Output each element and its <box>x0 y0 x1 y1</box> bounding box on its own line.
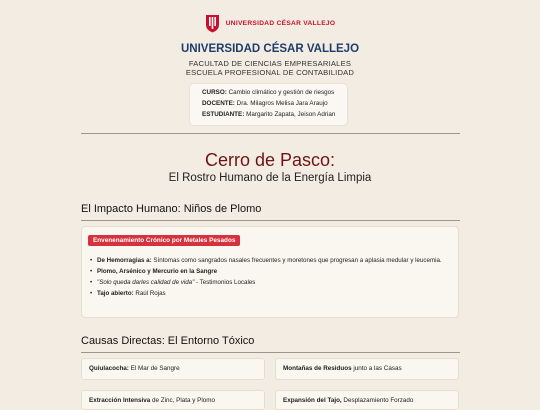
cause-card-bold: Extracción Intensiva <box>89 397 151 404</box>
header-divider <box>81 133 460 134</box>
student-value: Margarito Zapata, Jeison Adrian <box>246 111 336 118</box>
impact-card <box>81 226 459 318</box>
faculty-name: FACULTAD DE CIENCIAS EMPRESARIALES <box>188 59 352 68</box>
section-divider <box>81 220 460 221</box>
cause-card-bold: Expansión del Tajo, <box>283 397 342 404</box>
cause-card-text: El Mar de Sangre <box>128 365 180 372</box>
cause-card-bold: Quiulacocha: <box>89 365 129 372</box>
section-heading-impact: El Impacto Humano: Niños de Plomo <box>81 203 262 215</box>
cause-card-text: Desplazamiento Forzado <box>341 397 414 404</box>
course-label: CURSO: <box>202 89 227 96</box>
list-item-text: - Testimonios Locales <box>194 279 256 286</box>
school-name: ESCUELA PROFESIONAL DE CONTABILIDAD <box>185 68 355 77</box>
student-label: ESTUDIANTE: <box>202 111 245 118</box>
logo-text: UNIVERSIDAD CÉSAR VALLEJO <box>225 20 336 27</box>
university-shield-icon <box>205 14 220 33</box>
list-item <box>90 279 450 287</box>
course-line <box>202 89 334 96</box>
subtitle: El Rostro Humano de la Energía Limpia <box>168 172 372 184</box>
main-title: Cerro de Pasco: <box>204 150 336 170</box>
student-line <box>202 111 335 118</box>
teacher-line <box>202 100 328 107</box>
teacher-value: Dra. Milagros Melisa Jara Araujo <box>236 100 328 107</box>
university-logo <box>0 14 540 33</box>
cause-card-text: de Zinc, Plata y Plomo <box>150 397 215 404</box>
cause-card <box>81 390 265 410</box>
university-title: UNIVERSIDAD CÉSAR VALLEJO <box>180 43 360 55</box>
section-divider <box>81 352 460 353</box>
list-item <box>90 290 450 298</box>
cause-card-bold: Montañas de Residuos <box>283 365 352 372</box>
list-item-bold: Plomo, Arsénico y Mercurio en la Sangre <box>97 268 218 276</box>
section-heading-causes: Causas Directas: El Entorno Tóxico <box>81 335 255 347</box>
course-value: Cambio climático y gestión de riesgos <box>228 89 335 96</box>
list-item <box>90 257 450 265</box>
course-info-box <box>190 84 347 125</box>
cause-card <box>275 358 459 380</box>
cause-card-text: junto a las Casas <box>351 365 402 372</box>
cause-card <box>275 390 459 410</box>
teacher-label: DOCENTE: <box>202 100 235 107</box>
warning-badge: Envenenamiento Crónico por Metales Pesados <box>88 235 240 246</box>
list-item-text: Raúl Rojas <box>133 289 166 297</box>
impact-list <box>90 257 450 301</box>
list-item-quote: "Solo queda darles calidad de vida" <box>97 279 195 286</box>
list-item-text: Síntomas como sangrados nasales frecuentes y moretones que progresan a aplasia medular y leucemia. <box>151 257 442 264</box>
list-item <box>90 268 450 276</box>
list-item-bold: Tajo abierto: <box>97 289 134 297</box>
list-item-bold: De Hemorragias a: <box>97 257 152 264</box>
cause-card <box>81 358 265 380</box>
